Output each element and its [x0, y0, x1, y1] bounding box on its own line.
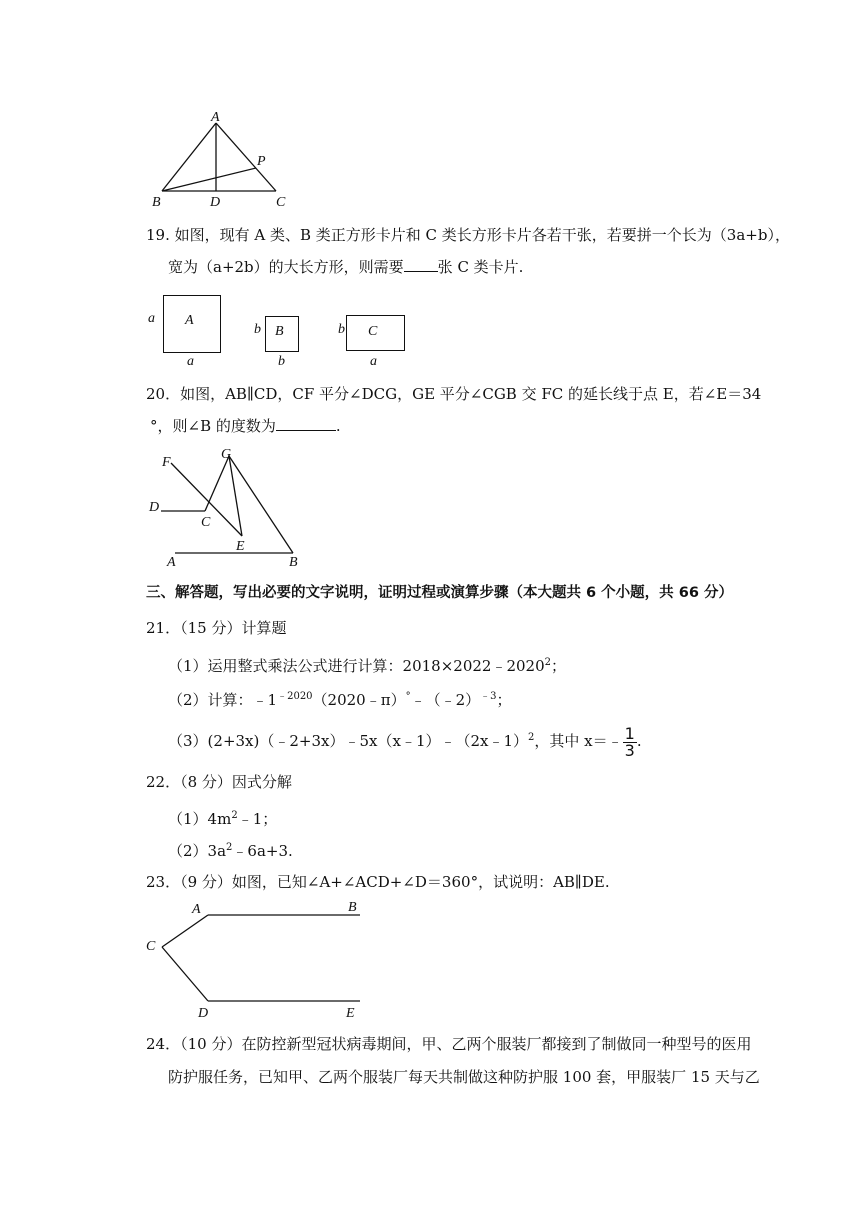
triangle-figure	[140, 105, 300, 210]
q23-text: 23．（9 分）如图，已知∠A+∠ACD+∠D＝360°，试说明：AB∥DE.	[146, 873, 610, 891]
q21-part2-sup1: ﹣2020	[277, 691, 313, 702]
label-D: D	[149, 500, 160, 515]
q21-part2-b: （2020﹣π）	[312, 691, 406, 709]
fraction-numerator: 1	[624, 723, 635, 743]
answer-blank	[276, 416, 336, 431]
q21-part2-c: ﹣（﹣2）	[410, 691, 481, 709]
label-A: A	[211, 110, 220, 125]
label-E: E	[236, 539, 245, 554]
label-A: A	[192, 902, 201, 917]
q20-line2-pre: °，则∠B 的度数为	[150, 417, 276, 435]
label-D: D	[198, 1006, 209, 1021]
q21-part2	[168, 687, 512, 710]
q21-part3-a: （3）(2+3x)（﹣2+3x）﹣5x（x﹣1）﹣（2x﹣1）	[168, 732, 529, 750]
q21-part2-sup2: °	[405, 691, 411, 702]
q22-part2-a: （2）3a	[168, 842, 227, 860]
label-C: C	[201, 515, 211, 530]
fraction-one-third	[623, 723, 637, 760]
card-B-name: B	[275, 324, 284, 339]
label-D: D	[210, 195, 221, 210]
q22-part2-sup: 2	[226, 842, 233, 853]
angle-figure	[140, 895, 380, 1025]
q21-part2-d: ；	[496, 691, 512, 709]
q24-line1: 24．（10 分）在防控新型冠状病毒期间，甲、乙两个服装厂都接到了制做同一种型号的医用	[146, 1035, 752, 1053]
q21-part2-sup3: ﹣3	[480, 691, 497, 702]
q21-part3-sup: 2	[528, 732, 535, 743]
answer-blank	[404, 257, 438, 272]
card-A-side: a	[148, 311, 155, 326]
q19-line2-post: 张 C 类卡片.	[437, 258, 524, 276]
label-E: E	[346, 1006, 355, 1021]
parallel-lines-figure	[145, 443, 315, 573]
label-F: F	[162, 455, 171, 470]
q22-part2	[168, 838, 293, 861]
q22-part2-b: ﹣6a+3.	[232, 842, 293, 860]
q21-part1-text: （1）运用整式乘法公式进行计算：2018×2022﹣2020	[168, 657, 545, 675]
q24-line2: 防护服任务，已知甲、乙两个服装厂每天共制做这种防护服 100 套，甲服装厂 15 天与乙	[168, 1068, 760, 1086]
q21-title: 21．（15 分）计算题	[146, 619, 287, 637]
card-C-name: C	[368, 324, 378, 339]
q22-title: 22．（8 分）因式分解	[146, 773, 292, 791]
label-C: C	[146, 939, 156, 954]
label-A: A	[167, 555, 176, 570]
q21-part3-c: .	[636, 732, 642, 750]
q22-part1	[168, 806, 277, 829]
card-A-name: A	[185, 313, 194, 328]
q19-line2	[168, 257, 523, 277]
q22-part1-sup: 2	[231, 810, 238, 821]
q22-part1-b: ﹣1；	[237, 810, 278, 828]
q21-part1	[168, 653, 566, 676]
label-P: P	[257, 154, 266, 169]
q21-part1-sup: 2	[544, 657, 552, 668]
q21-part3-b: ，其中 x＝﹣	[534, 732, 623, 750]
label-B: B	[289, 555, 298, 570]
q20-line2-post: .	[335, 417, 341, 435]
q20-line1: 20．如图，AB∥CD，CF 平分∠DCG，GE 平分∠CGB 交 FC 的延长线于点 E，若∠E＝34	[146, 385, 762, 403]
label-B: B	[152, 195, 161, 210]
fraction-denominator: 3	[624, 740, 635, 760]
label-G: G	[221, 447, 232, 462]
card-A-bottom: a	[187, 354, 194, 369]
label-B: B	[348, 900, 357, 915]
card-B-side: b	[254, 322, 261, 337]
section-heading: 三、解答题，写出必要的文字说明，证明过程或演算步骤（本大题共 6 个小题，共 66 分）	[146, 585, 733, 601]
q20-line2	[150, 416, 341, 436]
label-C: C	[276, 195, 286, 210]
q19-line2-pre: 宽为（a+2b）的大长方形，则需要	[168, 258, 404, 276]
q21-part3	[168, 720, 642, 760]
card-C-side: b	[338, 322, 345, 337]
q22-part1-a: （1）4m	[168, 810, 232, 828]
card-C-bottom: a	[370, 354, 377, 369]
q19-line1: 19. 如图，现有 A 类、B 类正方形卡片和 C 类长方形卡片各若干张，若要拼一个长为（3a+b），	[146, 226, 790, 244]
q21-part2-a: （2）计算：﹣1	[168, 691, 278, 709]
card-B-bottom: b	[278, 354, 285, 369]
q21-part1-end: ；	[551, 657, 567, 675]
